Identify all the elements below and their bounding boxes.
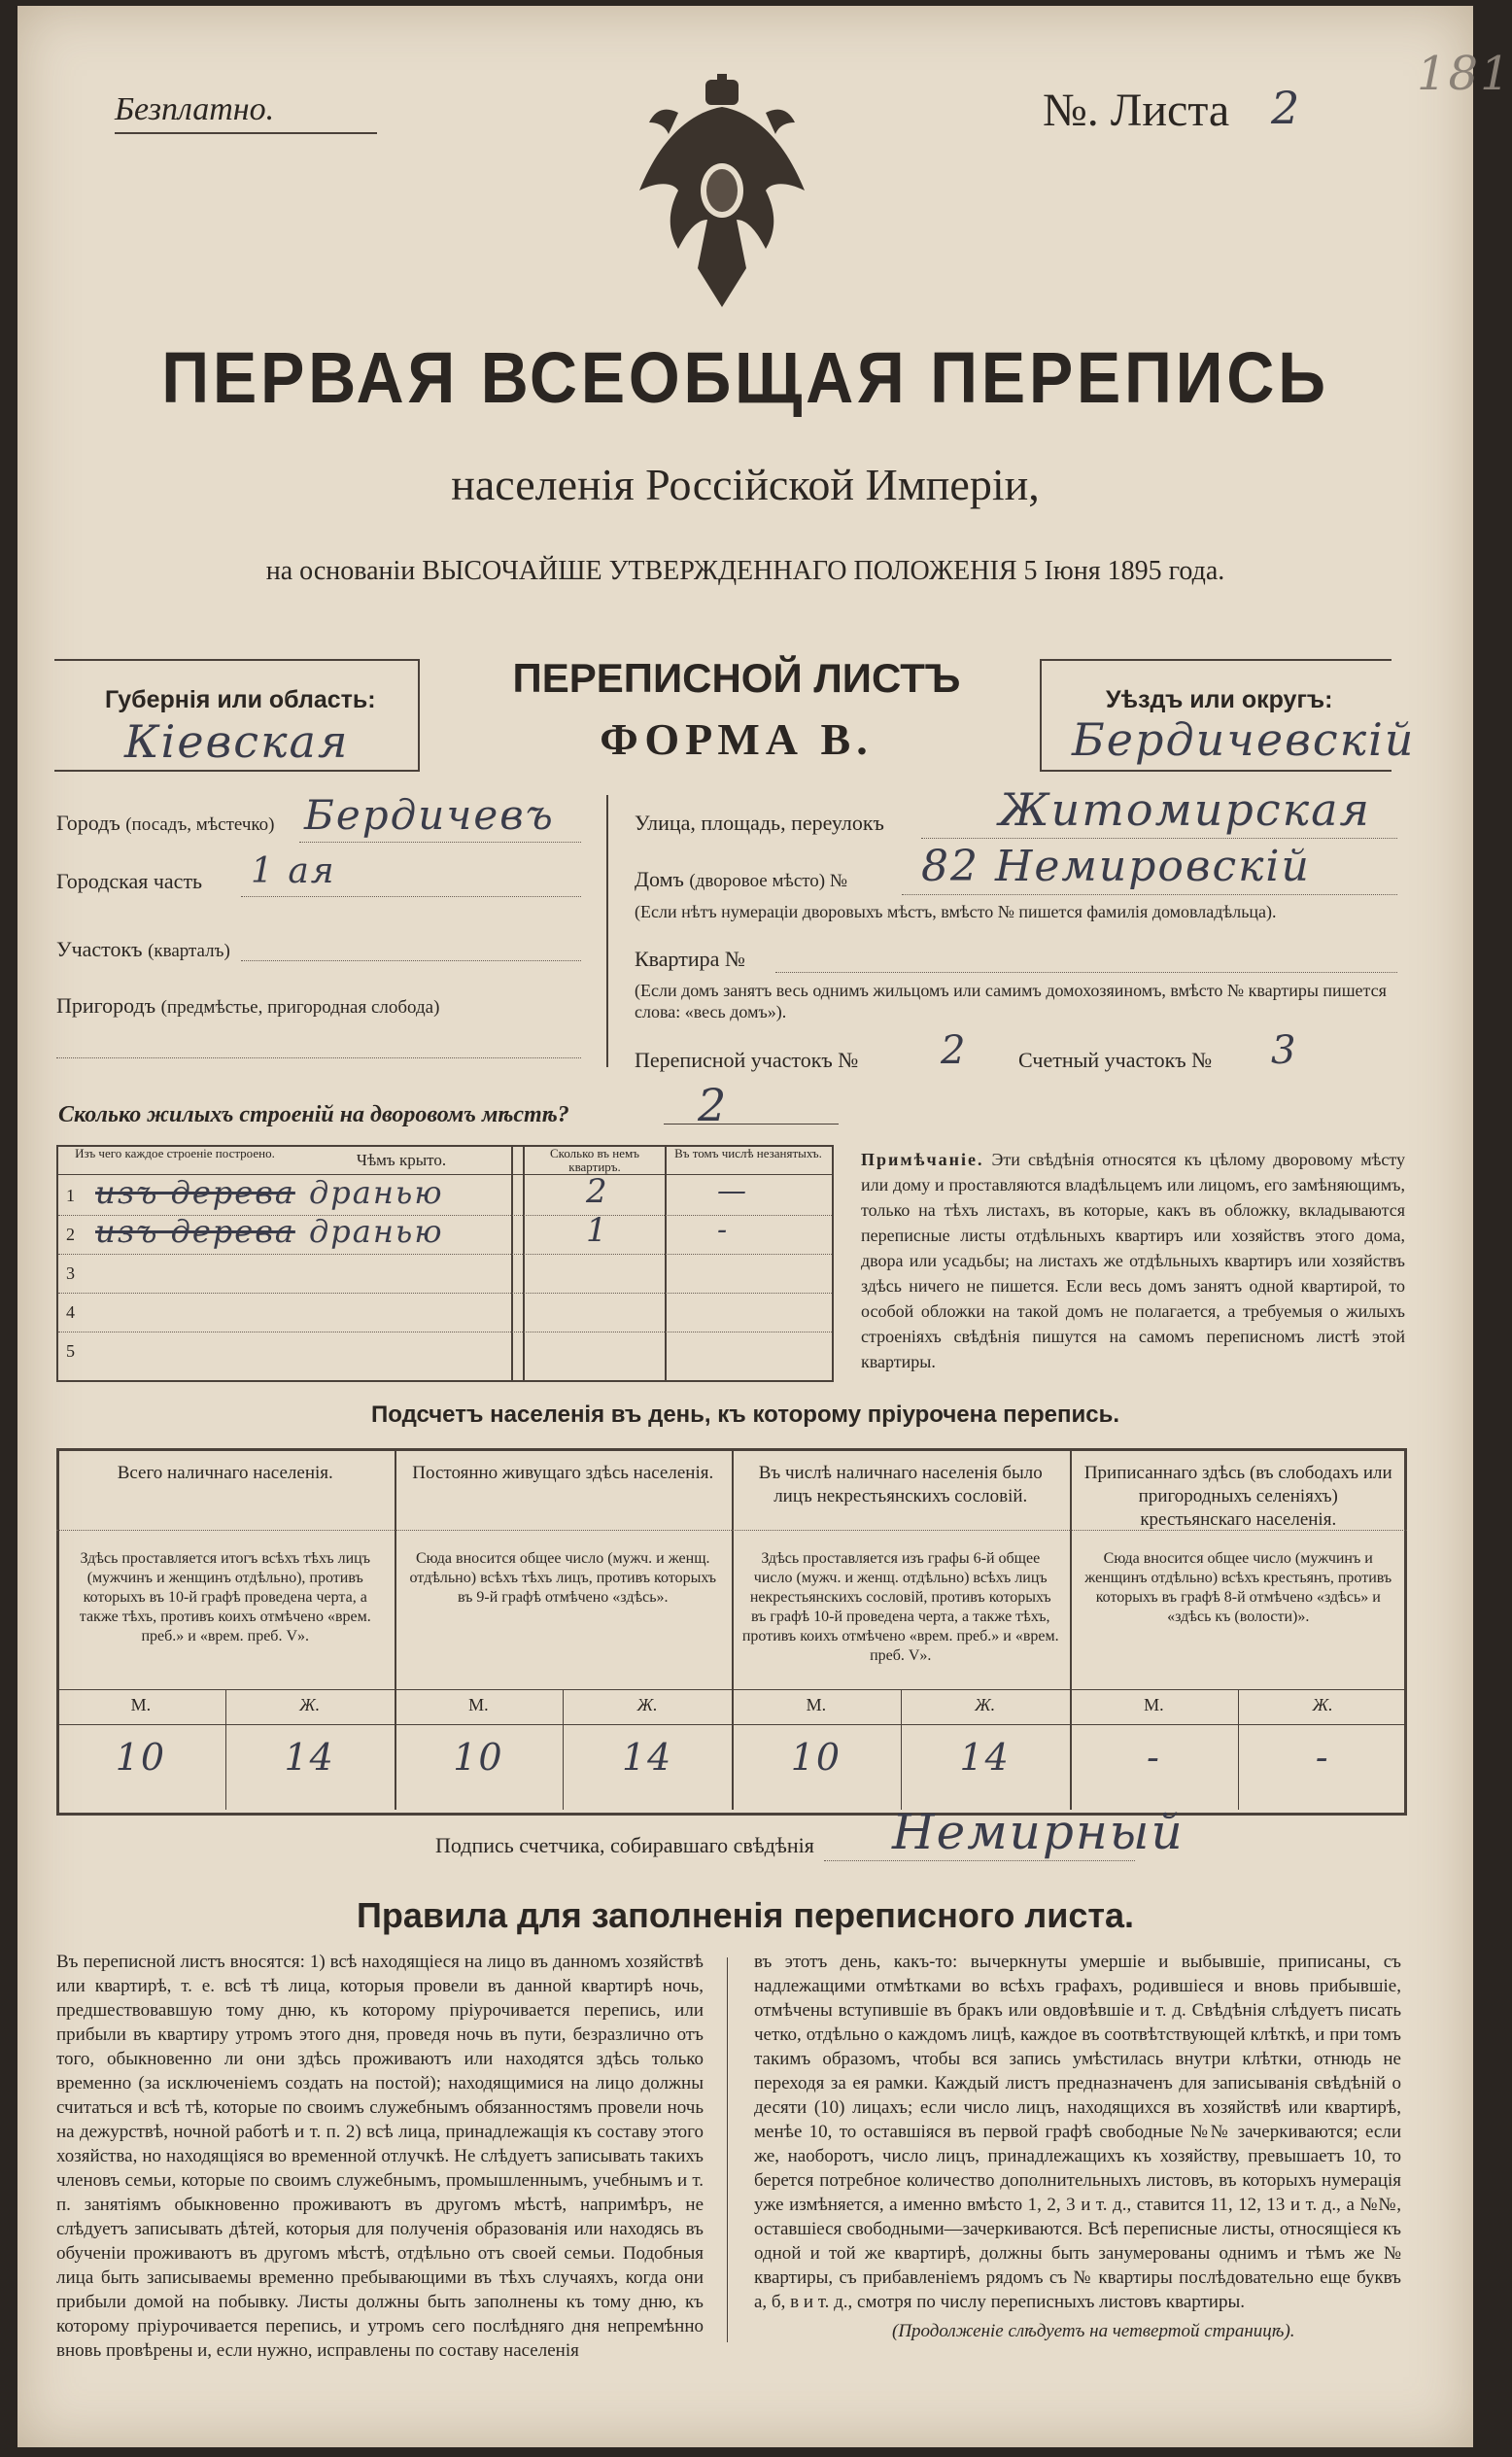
population-female-label: Ж. — [1312, 1695, 1333, 1714]
buildings-header-flats: Сколько въ немъ квартиръ. — [550, 1146, 639, 1174]
population-head-line — [56, 1530, 395, 1531]
population-col-desc: Здѣсь проставляется изъ графы 6-й общее число (мужч. и женщ. отдѣльно) всѣхъ лицъ некрестьянскихъ сословій, противъ которыхъ въ графѣ 10-й проведена черта, а также тѣхъ, противъ коихъ отмѣчено «врем. преб.» и «врем. преб. V». — [741, 1550, 1059, 1664]
form-letter: ФОРМА В. — [600, 714, 874, 764]
buildings-question: Сколько жилыхъ строеній на дворовомъ мѣстѣ? — [58, 1102, 569, 1127]
population-male-value: 10 — [790, 1736, 842, 1779]
population-male-label: М. — [806, 1695, 827, 1714]
population-female-value: 14 — [959, 1736, 1011, 1779]
population-head-line — [1070, 1530, 1408, 1531]
population-col-head: Постоянно живущаго здѣсь населенія. — [412, 1463, 714, 1483]
building-row-number: 3 — [66, 1263, 75, 1283]
population-male-value: - — [1146, 1736, 1161, 1779]
city-field: Городъ (посадъ, мѣстечко) — [56, 811, 275, 835]
building-row-number: 1 — [66, 1186, 75, 1205]
rules-right-column: въ этотъ день, какъ-то: вычеркнуты умершіе и выбывшіе, приписаны, съ надлежащими отмѣтками во всѣхъ графахъ, родившіеся и вновь прибывшіе, отмѣчены вступившіе въ бракъ или овдовѣвшіе и т. д. Свѣдѣнія слѣдуетъ писать четко, отдѣльно о каждомъ лицѣ, каждое въ соотвѣтствующей клѣткѣ, и при томъ такимъ образомъ, чтобы вся запись умѣстилась внутри клѣтки, отнюдь не переходя за ея рамки. Каждый листъ предназначенъ для записыванія свѣдѣній о десяти (10) лицахъ; если число лицъ, находящихся въ хозяйствѣ или квартирѣ, менѣе 10, то оставшіяся въ первой графѣ свободные №№ зачеркиваются; если же, наоборотъ, число лицъ, принадлежащихъ къ хозяйству, превышаетъ 10, то берется потребное количество дополнительныхъ листовъ, въ которыхъ нумерація уже измѣняется, а именно вмѣсто 1, 2, 3 и т. д., ставится 11, 12, 13 и т. д., а №№, оставшіеся свободными—зачеркиваются. Всѣ переписные листы, относящіеся къ одной и той же квартирѣ, должны быть занумерованы однимъ и тѣмъ же № квартиры, съ прибавленіемъ рядомъ съ № квартиры послѣдовательно еще буквъ а, б, в и т. д., смотря по числу переписныхъ листовъ квартиры. — [754, 1952, 1401, 2312]
census-sheet — [17, 6, 1512, 2447]
buildings-note — [861, 1147, 1405, 1374]
population-female-value: 14 — [621, 1736, 673, 1779]
suburb-field: Пригородъ (предмѣстье, пригородная слобода) — [56, 993, 440, 1018]
building-row-empty: — — [717, 1174, 748, 1208]
population-title: Подсчетъ населенія въ день, къ которому пріурочена перепись. — [371, 1402, 1119, 1428]
free-label: Безплатно. — [115, 91, 275, 127]
subtitle: населенія Россійской Имперіи, — [451, 460, 1040, 509]
population-female-label: Ж. — [636, 1695, 658, 1714]
buildings-col-divider-2 — [523, 1145, 525, 1382]
house-note: (Если нѣтъ нумераціи дворовыхъ мѣстъ, вмѣсто № пишется фамилія домовладѣльца). — [635, 902, 1277, 921]
population-col-head: Приписаннаго здѣсь (въ слободахъ или пригородныхъ селеніяхъ) крестьянскаго населенія. — [1083, 1463, 1392, 1530]
count-district-label: Счетный участокъ № — [1018, 1048, 1213, 1072]
suburb-line — [56, 1057, 581, 1058]
population-male-label: М. — [468, 1695, 489, 1714]
population-col-desc: Сюда вносится общее число (мужчинъ и женщинъ отдѣльно) всѣхъ крестьянъ, противъ которыхъ въ графѣ 8-й отмѣчено «здѣсь» и «здѣсь къ (волости)». — [1084, 1550, 1392, 1625]
rules-divider — [727, 1957, 728, 2342]
population-male-label: М. — [130, 1695, 152, 1714]
population-col-head: Всего наличнаго населенія. — [117, 1463, 333, 1483]
flat-line — [775, 972, 1397, 973]
population-female-label: Ж. — [299, 1695, 321, 1714]
population-head-line — [732, 1530, 1070, 1531]
uezd-underline — [1040, 770, 1392, 772]
buildings-note-text: Эти свѣдѣнія относятся къ цѣлому дворовому мѣсту или дому и проставляются владѣльцемъ или лицомъ, его замѣняющимъ, только на тѣхъ листахъ, въ которые, какъ въ обложку, вкладываются переписные листы отдѣльныхъ квартиръ или хозяйствъ этого дома, двора или усадьбы; на листахъ же отдѣльныхъ квартиръ или хозяйствъ здѣсь ничего не пишется. Если весь домъ занятъ одной квартирой, то особой обложки на такой домъ не полагается, а требуемыя о жилыхъ строеніяхъ свѣдѣнія пишутся на самомъ переписномъ листѣ этой квартиры. — [861, 1150, 1405, 1371]
population-head-line — [395, 1530, 733, 1531]
population-col-desc: Сюда вносится общее число (мужч. и женщ. отдѣльно) всѣхъ тѣхъ лицъ, противъ которыхъ въ 9-й графѣ отмѣчено «здѣсь». — [409, 1550, 716, 1606]
imperial-eagle-emblem — [620, 74, 824, 317]
population-col-head: Въ числѣ наличнаго населенія было лицъ некрестьянскихъ сословій. — [758, 1463, 1043, 1506]
building-row-roof: дранью — [309, 1174, 444, 1211]
sheet-number-value: 2 — [1271, 82, 1302, 134]
buildings-col-divider-1 — [511, 1145, 513, 1382]
buildings-header-material: Изъ чего каждое строеніе построено. — [75, 1146, 275, 1160]
building-row-material: изъ дерева — [95, 1213, 295, 1250]
city-part-line — [241, 896, 581, 897]
building-row-flats: 1 — [586, 1211, 609, 1250]
buildings-header-empty: Въ томъ числѣ незанятыхъ. — [674, 1146, 822, 1160]
free-underline — [115, 132, 377, 134]
count-district-value: 3 — [1271, 1028, 1298, 1073]
building-row-material: изъ дерева — [95, 1174, 295, 1211]
buildings-note-title: Примѣчаніе. — [861, 1150, 984, 1169]
district-field: Участокъ (кварталъ) — [56, 937, 230, 961]
building-row-number: 2 — [66, 1225, 75, 1244]
building-row-line — [58, 1293, 832, 1294]
population-male-value: 10 — [453, 1736, 504, 1779]
census-district-value: 2 — [941, 1028, 968, 1073]
building-row-roof: дранью — [309, 1213, 444, 1250]
building-row-number: 4 — [66, 1302, 75, 1322]
buildings-answer: 2 — [698, 1079, 729, 1131]
building-row-line — [58, 1254, 832, 1255]
population-col-desc: Здѣсь проставляется итогъ всѣхъ тѣхъ лицъ (мужчинъ и женщинъ отдѣльно), противъ которыхъ въ 10-й графѣ проведена черта, а также тѣхъ, противъ коихъ отмѣчено «врем. преб.» и «врем. преб. V». — [79, 1550, 371, 1644]
population-female-label: Ж. — [975, 1695, 996, 1714]
building-row-number: 5 — [66, 1341, 75, 1361]
city-part-label: Городская часть — [56, 869, 203, 893]
main-title: ПЕРВАЯ ВСЕОБЩАЯ ПЕРЕПИСЬ — [161, 337, 1329, 418]
buildings-answer-line — [664, 1124, 839, 1125]
gubernia-underline — [54, 770, 420, 772]
signature-label: Подпись счетчика, собиравшаго свѣдѣнія — [435, 1833, 814, 1857]
signature-value: Немирный — [892, 1804, 1185, 1860]
buildings-col-divider-3 — [665, 1145, 667, 1382]
gubernia-value: Кіевская — [124, 715, 350, 768]
building-row-empty: - — [717, 1213, 730, 1247]
population-female-value: - — [1315, 1736, 1330, 1779]
gubernia-label: Губернія или область: — [105, 686, 376, 713]
uezd-label: Уѣздъ или округъ: — [1106, 686, 1333, 713]
rules-title: Правила для заполненія переписного листа. — [356, 1895, 1135, 1935]
city-line — [299, 842, 581, 843]
sheet-number-label: №. Листа — [1043, 85, 1230, 136]
census-district-label: Переписной участокъ № — [635, 1048, 859, 1072]
city-value: Бердичевъ — [304, 791, 555, 839]
building-row-flats: 2 — [586, 1172, 609, 1211]
house-line — [902, 894, 1397, 895]
buildings-header-roof: Чѣмъ крыто. — [356, 1151, 447, 1169]
legal-basis: на основаніи ВЫСОЧАЙШЕ УТВЕРЖДЕННАГО ПОЛОЖЕНІЯ 5 Іюня 1895 года. — [265, 556, 1225, 586]
district-line — [241, 960, 581, 961]
population-male-label: М. — [1144, 1695, 1164, 1714]
uezd-value: Бердичевскій — [1072, 713, 1416, 766]
flat-note: (Если домъ занятъ весь однимъ жильцомъ или самимъ домохозяиномъ, вмѣсто № квартиры пишется слова: «весь домъ»). — [635, 981, 1387, 1021]
address-divider — [606, 795, 608, 1067]
population-male-value: 10 — [115, 1736, 167, 1779]
population-female-value: 14 — [284, 1736, 335, 1779]
flat-label: Квартира № — [635, 947, 745, 971]
rules-continued: (Продолженіе слѣдуетъ на четвертой страницѣ). — [892, 2321, 1295, 2341]
street-label: Улица, площадь, переулокъ — [635, 811, 884, 835]
rules-left-column: Въ переписной листъ вносятся: 1) всѣ находящіеся на лицо въ данномъ хозяйствѣ или квартирѣ, т. е. всѣ тѣ лица, которыя провели въ данной квартирѣ ночь, предшествовавшую тому дню, къ которому пріурочивается перепись, или прибыли въ квартиру утромъ этого дня, проведя ночь въ пути, безразлично отъ того, обыкновенно ли они здѣсь проживаютъ или находятся здѣсь только временно (за исключеніемъ создать на постой); находящимися на лицо должны считаться и всѣ тѣ, которые по своимъ служебнымъ обязанностямъ провели ночь на дежурствѣ, ночной работѣ и т. п. 2) всѣ лица, принадлежащія къ составу этого хозяйства, но находящіяся во временной отлучкѣ. Не слѣдуетъ записывать такихъ членовъ семьи, которые по своимъ служебнымъ, промышленнымъ, учебнымъ и т. п. занятіямъ обыкновенно проживаютъ въ другомъ мѣстѣ, напримѣръ, не слѣдуетъ записывать дѣтей, которыя для полученія образованія или находясь въ обученіи проживаютъ въ другомъ мѣстѣ, отдѣльно отъ своей семьи. Подобныя лица быть записываемы временно пребывающими въ тѣхъ случаяхъ, когда они прибыли домой на побывку. Листы должны быть заполнены къ тому дню, къ которому пріурочивается перепись, и утромъ сего послѣдняго дня непремѣнно вновь провѣрены и, если нужно, исправлены по составу населенія — [56, 1952, 704, 2361]
street-value: Житомирская — [999, 783, 1371, 836]
city-part-value: 1 ая — [251, 851, 336, 891]
corner-number: 181 — [1417, 47, 1512, 101]
signature-line — [824, 1860, 1135, 1861]
house-value: 82 Немировскій — [921, 842, 1311, 891]
list-title: ПЕРЕПИСНОЙ ЛИСТЪ — [512, 655, 961, 701]
house-field: Домъ (дворовое мѣсто) № — [635, 867, 848, 891]
street-line — [921, 838, 1397, 839]
